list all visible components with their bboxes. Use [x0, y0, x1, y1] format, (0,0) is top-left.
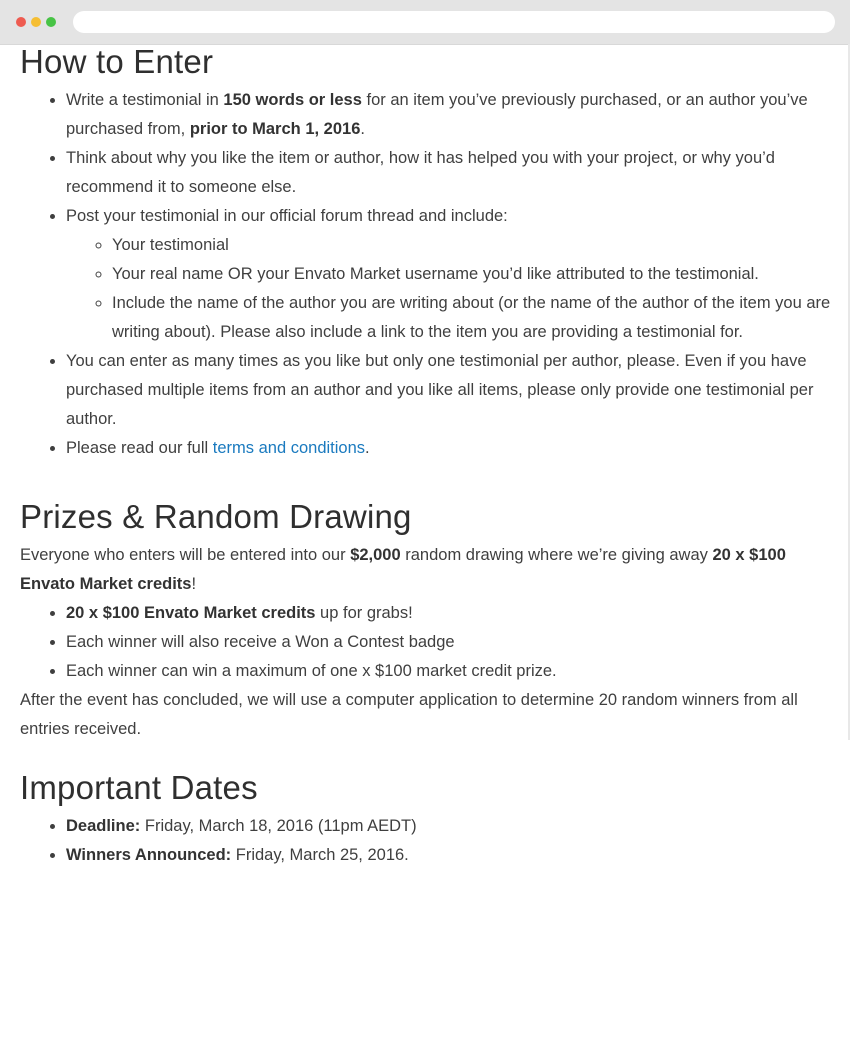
prizes-list: [20, 599, 838, 686]
list-item: • Think about why you like the item or author, how it has helped you with your project, or why you’d recommend it to someone else.: [66, 144, 838, 202]
prizes-intro: Everyone who enters will be entered into our $2,000 random drawing where we’re giving away 20 x $100 Envato Market credits!: [20, 546, 786, 593]
include-sublist: [66, 231, 838, 347]
article-content: [20, 38, 838, 870]
how-to-enter-heading: How to Enter: [20, 43, 214, 80]
list-item: • Please read our full terms and conditions.: [66, 434, 838, 463]
list-item: • You can enter as many times as you like but only one testimonial per author, please. Even if you have purchased multiple items from an author and you like all items, please only provide one testimonial per author.: [66, 347, 838, 434]
list-item: • Write a testimonial in 150 words or less for an item you’ve previously purchased, or an author you’ve purchased from, prior to March 1, 2016.: [66, 86, 838, 144]
how-to-enter-list: [20, 86, 838, 463]
sublist-item: ◦ Your testimonial: [112, 231, 838, 260]
terms-and-conditions-link[interactable]: terms and conditions: [212, 439, 366, 457]
prizes-heading: Prizes & Random Drawing: [20, 498, 412, 535]
list-item: • Each winner will also receive a Won a Contest badge: [66, 628, 838, 657]
list-item: • Winners Announced: Friday, March 25, 2016.: [66, 841, 838, 870]
sublist-item: ◦ Your real name OR your Envato Market username you’d like attributed to the testimonial.: [112, 260, 838, 289]
drawing-method-paragraph: After the event has concluded, we will use a computer application to determine 20 random winners from all entries received.: [20, 691, 798, 738]
close-window-icon[interactable]: [16, 17, 26, 27]
list-item: • Each winner can win a maximum of one x $100 market credit prize.: [66, 657, 838, 686]
dates-list: [20, 812, 838, 870]
list-item: • 20 x $100 Envato Market credits up for grabs!: [66, 599, 838, 628]
list-item: • Deadline: Friday, March 18, 2016 (11pm AEDT): [66, 812, 838, 841]
list-item: • Post your testimonial in our official forum thread and include: ◦ Your testimonial ◦ Your real name OR your Envato Market username you’d like attributed to the testimonial. ◦ Include the name of the author you are writing about (or the name of the author of the item you are writing about). Please also include a link to the item you are providing a testimonial for.: [66, 202, 838, 347]
important-dates-heading: Important Dates: [20, 769, 258, 806]
sublist-item: ◦ Include the name of the author you are writing about (or the name of the author of the item you are writing about). Please also include a link to the item you are providing a testimonial for.: [112, 289, 838, 347]
maximize-window-icon[interactable]: [46, 17, 56, 27]
minimize-window-icon[interactable]: [31, 17, 41, 27]
address-bar[interactable]: [73, 11, 835, 33]
